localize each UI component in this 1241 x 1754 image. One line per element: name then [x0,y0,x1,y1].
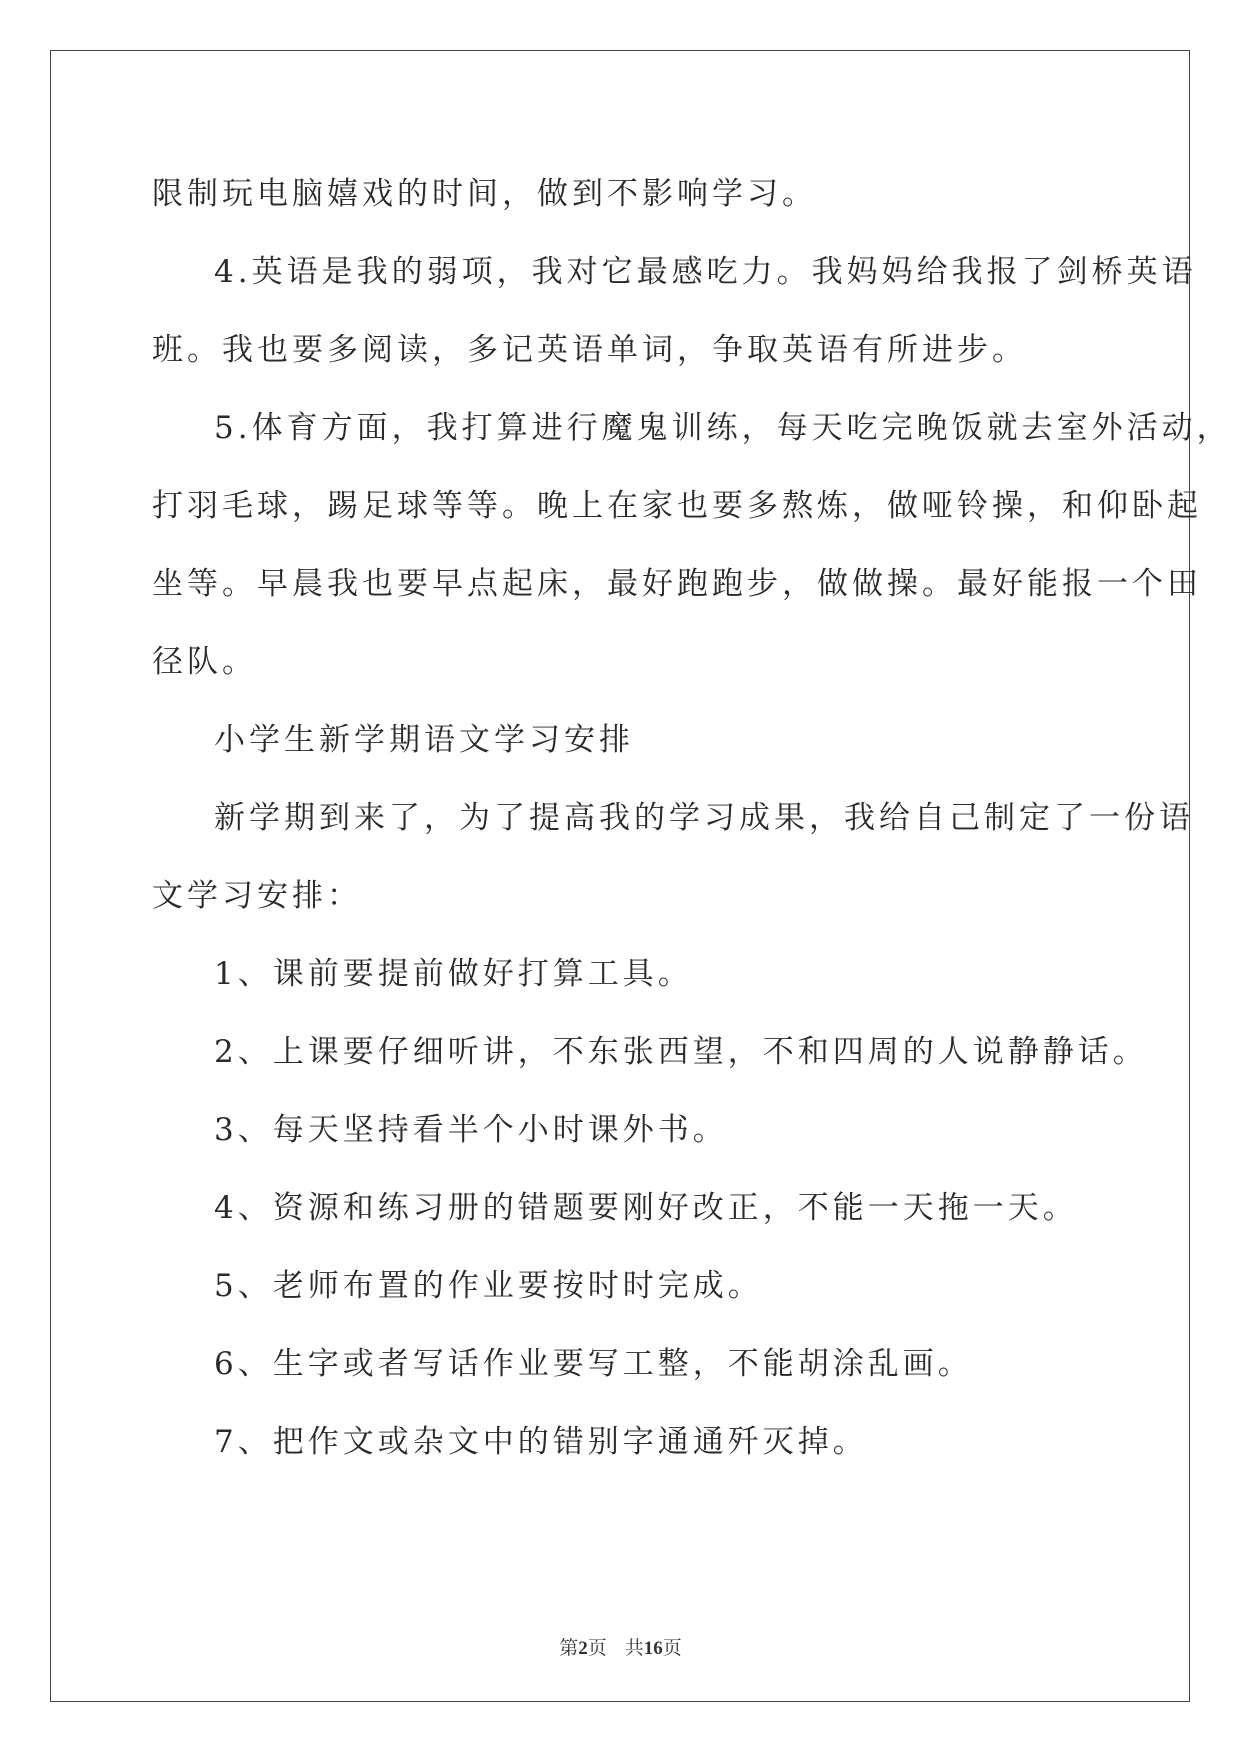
total-prefix: 共 [624,1637,644,1659]
list-item-6: 6、生字或者写话作业要写工整，不能胡涂乱画。 [214,1346,973,1382]
text-line-10: 文学习安排： [152,878,362,914]
text-line-3: 班。我也要多阅读，多记英语单词，争取英语有所进步。 [152,332,1027,368]
text-line-1: 限制玩电脑嬉戏的时间，做到不影响学习。 [152,176,817,212]
page-number: 2 [578,1638,588,1659]
section-heading: 小学生新学期语文学习安排 [214,722,634,758]
text-line-2: 4.英语是我的弱项，我对它最感吃力。我妈妈给我报了剑桥英语 [214,254,1197,290]
document-body [152,155,1232,1481]
list-item-1: 1、课前要提前做好打算工具。 [214,956,693,992]
list-item-5: 5、老师布置的作业要按时时完成。 [214,1268,763,1304]
text-line-9: 新学期到来了，为了提高我的学习成果，我给自己制定了一份语 [214,800,1194,836]
list-item-3: 3、每天坚持看半个小时课外书。 [214,1112,728,1148]
list-item-7: 7、把作文或杂文中的错别字通通歼灭掉。 [214,1424,868,1460]
text-line-6: 坐等。早晨我也要早点起床，最好跑跑步，做做操。最好能报一个田 [152,566,1202,602]
list-item-2: 2、上课要仔细听讲，不东张西望，不和四周的人说静静话。 [214,1034,1148,1070]
total-pages: 16 [643,1638,663,1659]
page-footer [0,1636,1241,1661]
page-prefix: 第 [559,1637,579,1659]
text-line-5: 打羽毛球，踢足球等等。晚上在家也要多熬炼，做哑铃操，和仰卧起 [152,488,1202,524]
total-suffix: 页 [662,1637,682,1659]
page-suffix: 页 [587,1637,607,1659]
text-line-4: 5.体育方面，我打算进行魔鬼训练，每天吃完晚饭就去室外活动， [214,410,1232,446]
text-line-7: 径队。 [152,644,257,680]
list-item-4: 4、资源和练习册的错题要刚好改正，不能一天拖一天。 [214,1190,1078,1226]
